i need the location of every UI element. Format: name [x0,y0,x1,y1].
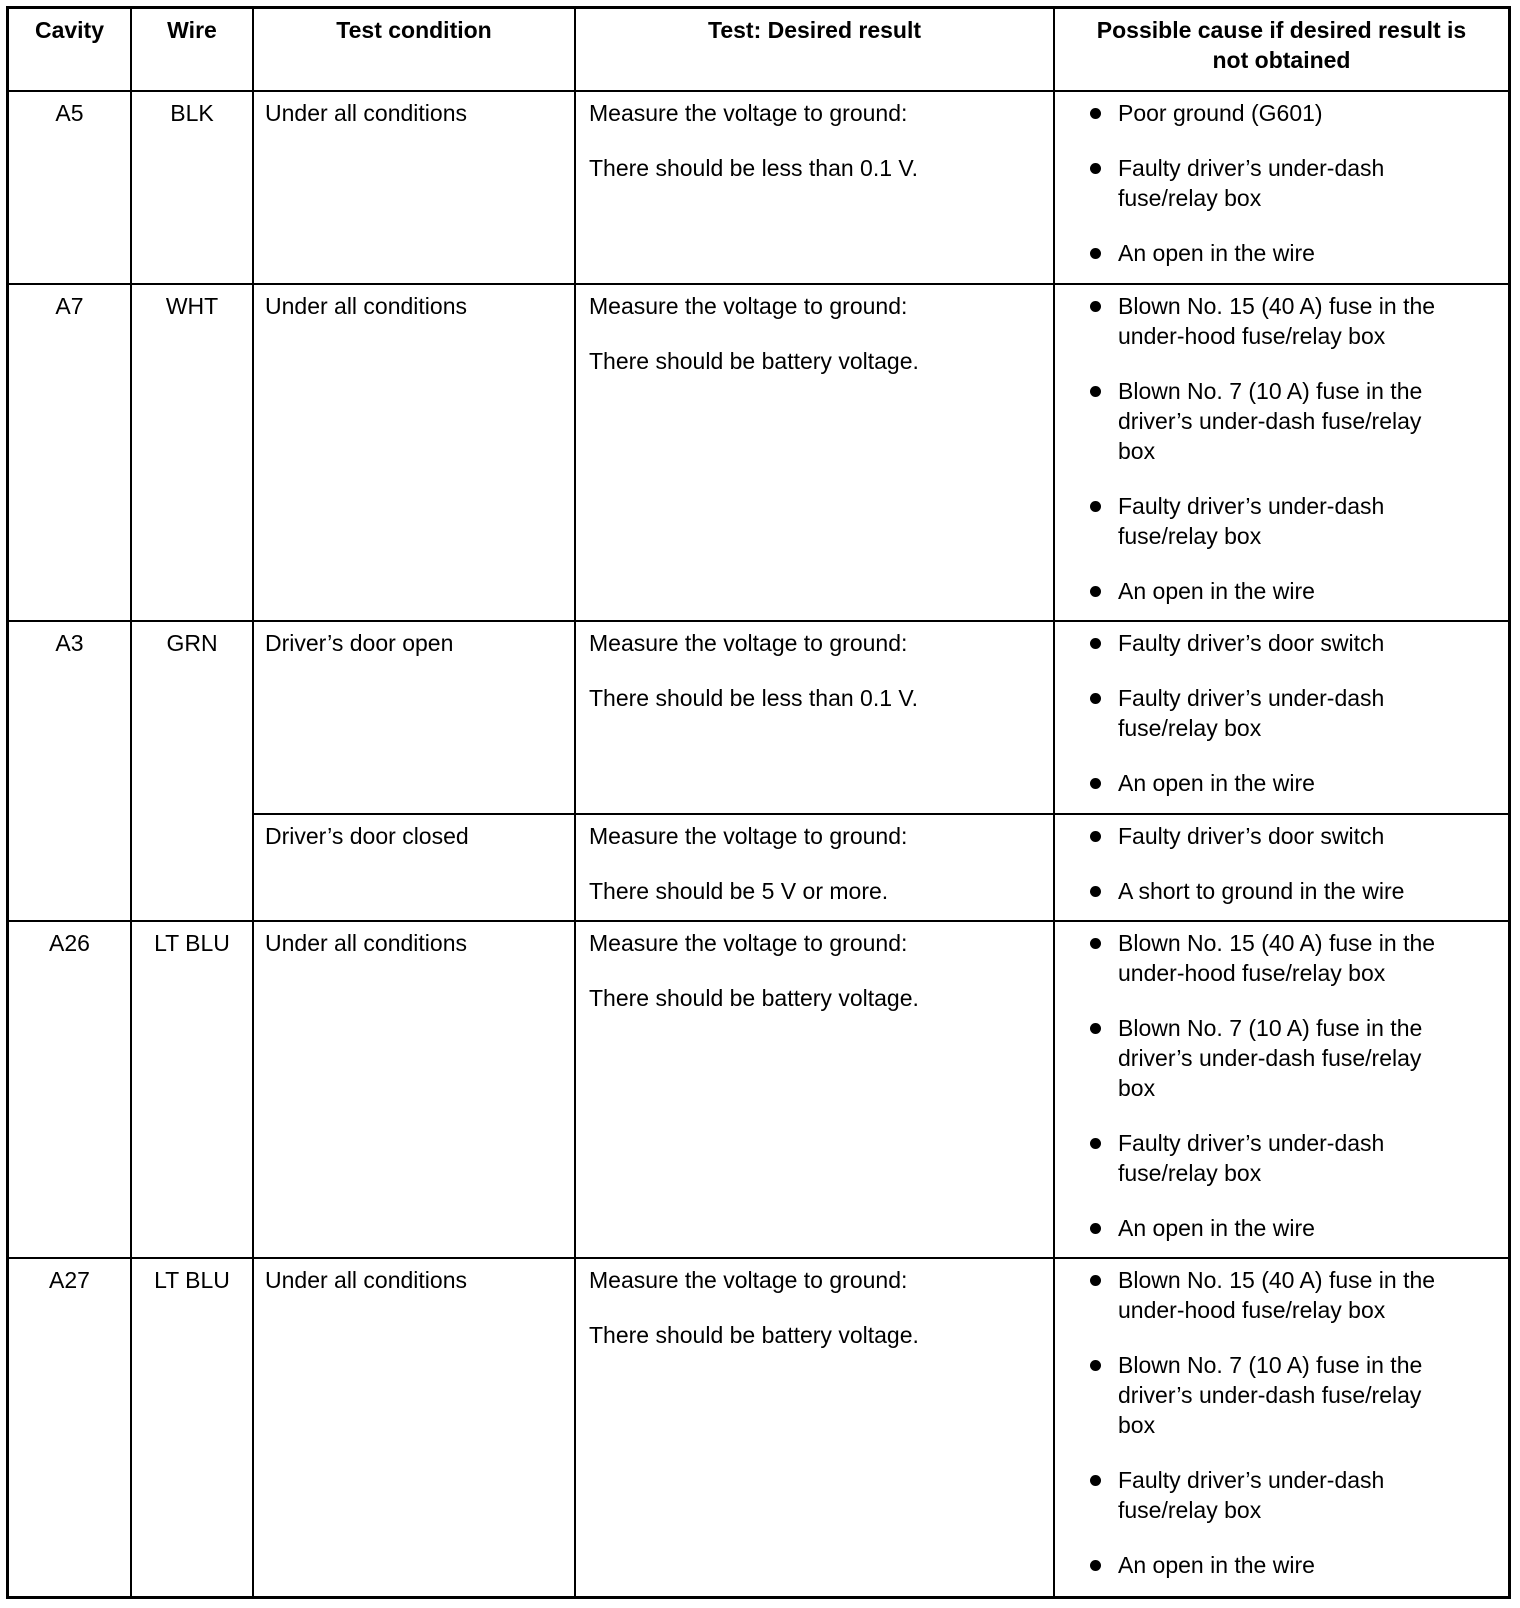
test-condition-cell: Under all conditions [265,100,468,126]
bullet-icon [1090,1560,1101,1571]
bullet-icon [1090,938,1101,949]
desired-result-text: Measure the voltage to ground: [589,100,908,126]
cause-text: Faulty driver’s under-dash [1118,685,1385,711]
desired-result-text: There should be battery voltage. [589,348,919,374]
bullet-icon [1090,1360,1101,1371]
header-test-condition: Test condition [336,17,492,43]
desired-result-text: There should be less than 0.1 V. [589,155,919,181]
bullet-icon [1090,1475,1101,1486]
bullet-icon [1090,693,1101,704]
bullet-icon [1090,248,1101,259]
test-condition-cell: Under all conditions [265,1267,468,1293]
wire-cell: WHT [165,293,219,319]
cause-text: under-hood fuse/relay box [1118,323,1386,349]
desired-result-text: Measure the voltage to ground: [589,930,908,956]
cause-text: under-hood fuse/relay box [1118,1297,1386,1323]
test-condition-cell: Driver’s door open [265,630,454,656]
wire-cell: GRN [166,630,218,656]
cause-text: A short to ground in the wire [1118,878,1405,904]
cause-text: under-hood fuse/relay box [1118,960,1386,986]
diagnostic-table [6,6,1511,1599]
cause-text: Faulty driver’s under-dash [1118,155,1385,181]
column-divider [252,9,254,1596]
cause-text: driver’s under-dash fuse/relay [1118,408,1422,434]
cause-text: Faulty driver’s under-dash [1118,1130,1385,1156]
test-condition-cell: Under all conditions [265,293,468,319]
cause-text: Poor ground (G601) [1118,100,1323,126]
row-divider [9,90,1508,92]
cause-text: box [1118,438,1156,464]
bullet-icon [1090,108,1101,119]
cause-text: Blown No. 7 (10 A) fuse in the [1118,378,1423,404]
desired-result-text: There should be less than 0.1 V. [589,685,919,711]
cause-text: An open in the wire [1118,578,1315,604]
desired-result-text: There should be battery voltage. [589,985,919,1011]
column-divider [574,9,576,1596]
cause-text: Blown No. 7 (10 A) fuse in the [1118,1015,1423,1041]
row-divider [252,813,1508,815]
cavity-cell: A5 [55,100,84,126]
header-desired-result: Test: Desired result [707,17,922,43]
column-divider [1053,9,1055,1596]
desired-result-text: Measure the voltage to ground: [589,630,908,656]
column-divider [130,9,132,1596]
cause-text: Faulty driver’s door switch [1118,823,1385,849]
cause-text: Faulty driver’s under-dash [1118,493,1385,519]
row-divider [9,283,1508,285]
cause-text: An open in the wire [1118,240,1315,266]
cause-text: fuse/relay box [1118,715,1262,741]
bullet-icon [1090,586,1101,597]
bullet-icon [1090,1138,1101,1149]
desired-result-text: Measure the voltage to ground: [589,293,908,319]
bullet-icon [1090,778,1101,789]
cause-text: fuse/relay box [1118,185,1262,211]
cause-text: box [1118,1075,1156,1101]
bullet-icon [1090,501,1101,512]
bullet-icon [1090,1275,1101,1286]
cause-text: driver’s under-dash fuse/relay [1118,1382,1422,1408]
row-divider [9,1257,1508,1259]
bullet-icon [1090,1223,1101,1234]
cause-text: Blown No. 15 (40 A) fuse in the [1118,930,1436,956]
cause-text: driver’s under-dash fuse/relay [1118,1045,1422,1071]
row-divider [9,920,1508,922]
cause-text: An open in the wire [1118,1215,1315,1241]
cavity-cell: A7 [55,293,84,319]
cause-text: Blown No. 7 (10 A) fuse in the [1118,1352,1423,1378]
cause-text: Faulty driver’s under-dash [1118,1467,1385,1493]
bullet-icon [1090,386,1101,397]
cause-text: fuse/relay box [1118,523,1262,549]
header-possible-cause: not obtained [1212,47,1351,73]
test-condition-cell: Under all conditions [265,930,468,956]
cavity-cell: A26 [49,930,90,956]
header-wire: Wire [167,17,217,43]
wire-cell: LT BLU [154,930,230,956]
cause-text: Faulty driver’s door switch [1118,630,1385,656]
cause-text: An open in the wire [1118,770,1315,796]
cause-text: Blown No. 15 (40 A) fuse in the [1118,1267,1436,1293]
cavity-cell: A3 [55,630,84,656]
bullet-icon [1090,638,1101,649]
row-divider [9,620,1508,622]
cavity-cell: A27 [49,1267,90,1293]
bullet-icon [1090,886,1101,897]
cause-text: box [1118,1412,1156,1438]
bullet-icon [1090,831,1101,842]
header-possible-cause: Possible cause if desired result is [1096,17,1467,43]
wire-cell: BLK [170,100,214,126]
cause-text: Blown No. 15 (40 A) fuse in the [1118,293,1436,319]
cause-text: fuse/relay box [1118,1497,1262,1523]
desired-result-text: Measure the voltage to ground: [589,1267,908,1293]
cause-text: An open in the wire [1118,1552,1315,1578]
desired-result-text: There should be 5 V or more. [589,878,889,904]
header-cavity: Cavity [34,17,105,43]
cause-text: fuse/relay box [1118,1160,1262,1186]
desired-result-text: Measure the voltage to ground: [589,823,908,849]
test-condition-cell: Driver’s door closed [265,823,469,849]
bullet-icon [1090,1023,1101,1034]
bullet-icon [1090,163,1101,174]
desired-result-text: There should be battery voltage. [589,1322,919,1348]
wire-cell: LT BLU [154,1267,230,1293]
bullet-icon [1090,301,1101,312]
